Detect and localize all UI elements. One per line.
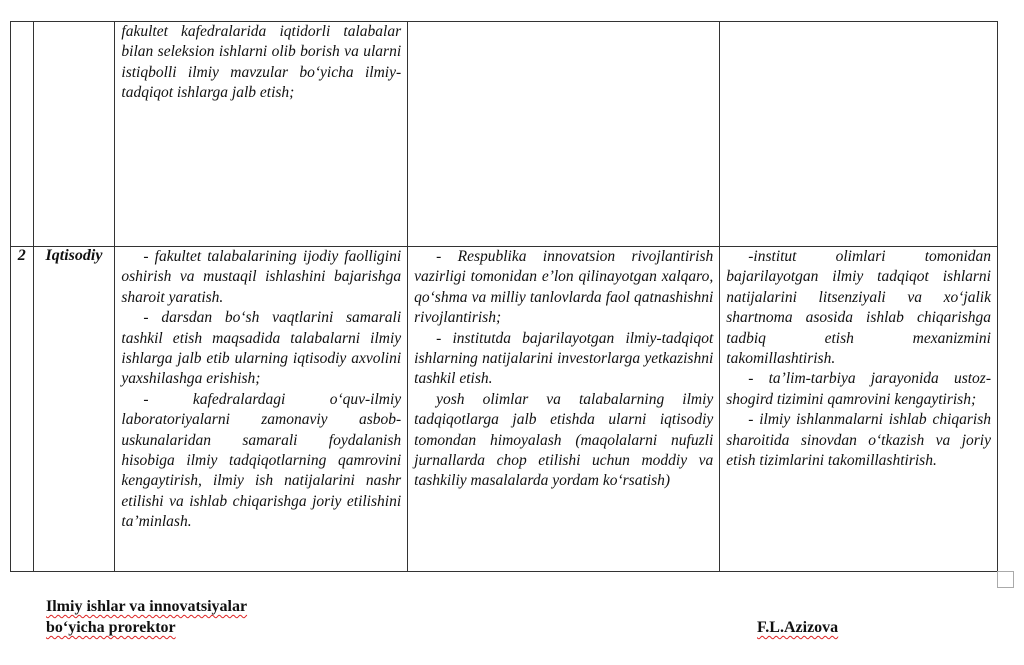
table-row <box>11 22 998 247</box>
row2-col5-cell <box>720 247 998 572</box>
direction-label: Iqtisodiy <box>45 247 103 264</box>
document-table <box>10 21 998 572</box>
row2-number-cell <box>11 247 34 572</box>
row2-col3-cell <box>115 247 408 572</box>
row2-col4-paragraph: yosh olimlar va talabalarning ilmiy tadqiqotlarga jalb etishda ularni iqtisodiy tomondan himoyalash (maqolalarni nufuzli jurnallarda chop etilishi uchun moddiy va tashkiliy masalalarda yordam ko‘rsatish) <box>414 390 714 490</box>
signature-title-line2: bo‘yicha prorektor <box>46 619 176 636</box>
row2-col5-paragraph: - ta’lim-tarbiya jarayonida ustoz-shogird tizimini qamrovini kengaytirish; <box>726 370 991 408</box>
row1-col3-cell <box>115 22 408 247</box>
row-number: 2 <box>17 247 26 264</box>
signature-name-text: F.L.Azizova <box>757 619 839 636</box>
table-row <box>11 247 998 572</box>
row2-col5-paragraph: - ilmiy ishlanmalarni ishlab chiqarish sharoitida sinovdan o‘tkazish va joriy etish tizimlarini takomillashtirish. <box>726 411 991 470</box>
row1-col3-paragraph: fakultet kafedralarida iqtidorli talabalar bilan seleksion ishlarni olib borish va ularni istiqbolli ilmiy mavzular bo‘yicha ilmiy-tadqiqot ishlarga jalb etish; <box>121 23 402 102</box>
row2-col5-paragraph: -institut olimlari tomonidan bajarilayotgan ilmiy tadqiqot ishlarni natijalarini litsenziyali va xo‘jalik shartnoma asosida ishlab chiqarishga tadbiq etish mexanizmini takomillashtirish. <box>726 248 991 368</box>
row1-number-cell <box>11 22 34 247</box>
row2-col4-paragraph: - institutda bajarilayotgan ilmiy-tadqiqot ishlarning natijalarini investorlarga yetkazishni tashkil etish. <box>414 329 714 388</box>
row1-direction-cell <box>33 22 115 247</box>
row2-direction-cell <box>33 247 115 572</box>
signature-title <box>46 596 247 638</box>
paragraph-end-marker <box>997 571 1014 588</box>
row2-col3-paragraph: - fakultet talabalarining ijodiy faolligini oshirish va mustaqil ishlashini bajarishga sharoit yaratish. <box>121 248 402 306</box>
row2-col4-cell <box>408 247 720 572</box>
row1-col4-cell <box>408 22 720 247</box>
signature-name <box>757 617 838 638</box>
row2-col4-paragraph: - Respublika innovatsion rivojlantirish vazirligi tomonidan e’lon qilinayotgan xalqaro, qo‘shma va milliy tanlovlarda faol qatnashishni rivojlantirish; <box>414 248 714 327</box>
row2-col3-paragraph: - kafedralardagi o‘quv-ilmiy laboratoriyalarni zamonaviy asbob-uskunalaridan samarali foydalanish hisobiga ilmiy tadqiqotlarning qamrovini kengaytirish, ilmiy ish natijalarini nashr etilishi va ishlab chiqarishga joriy etilishini ta’minlash. <box>121 390 402 531</box>
signature-title-line1: Ilmiy ishlar va innovatsiyalar <box>46 598 248 615</box>
row2-col3-paragraph: - darsdan bo‘sh vaqtlarini samarali tashkil etish maqsadida talabalarni ilmiy ishlarga jalb etib ularning iqtisodiy axvolini yaxshilashga erishish; <box>121 309 402 388</box>
row1-col5-cell <box>720 22 998 247</box>
